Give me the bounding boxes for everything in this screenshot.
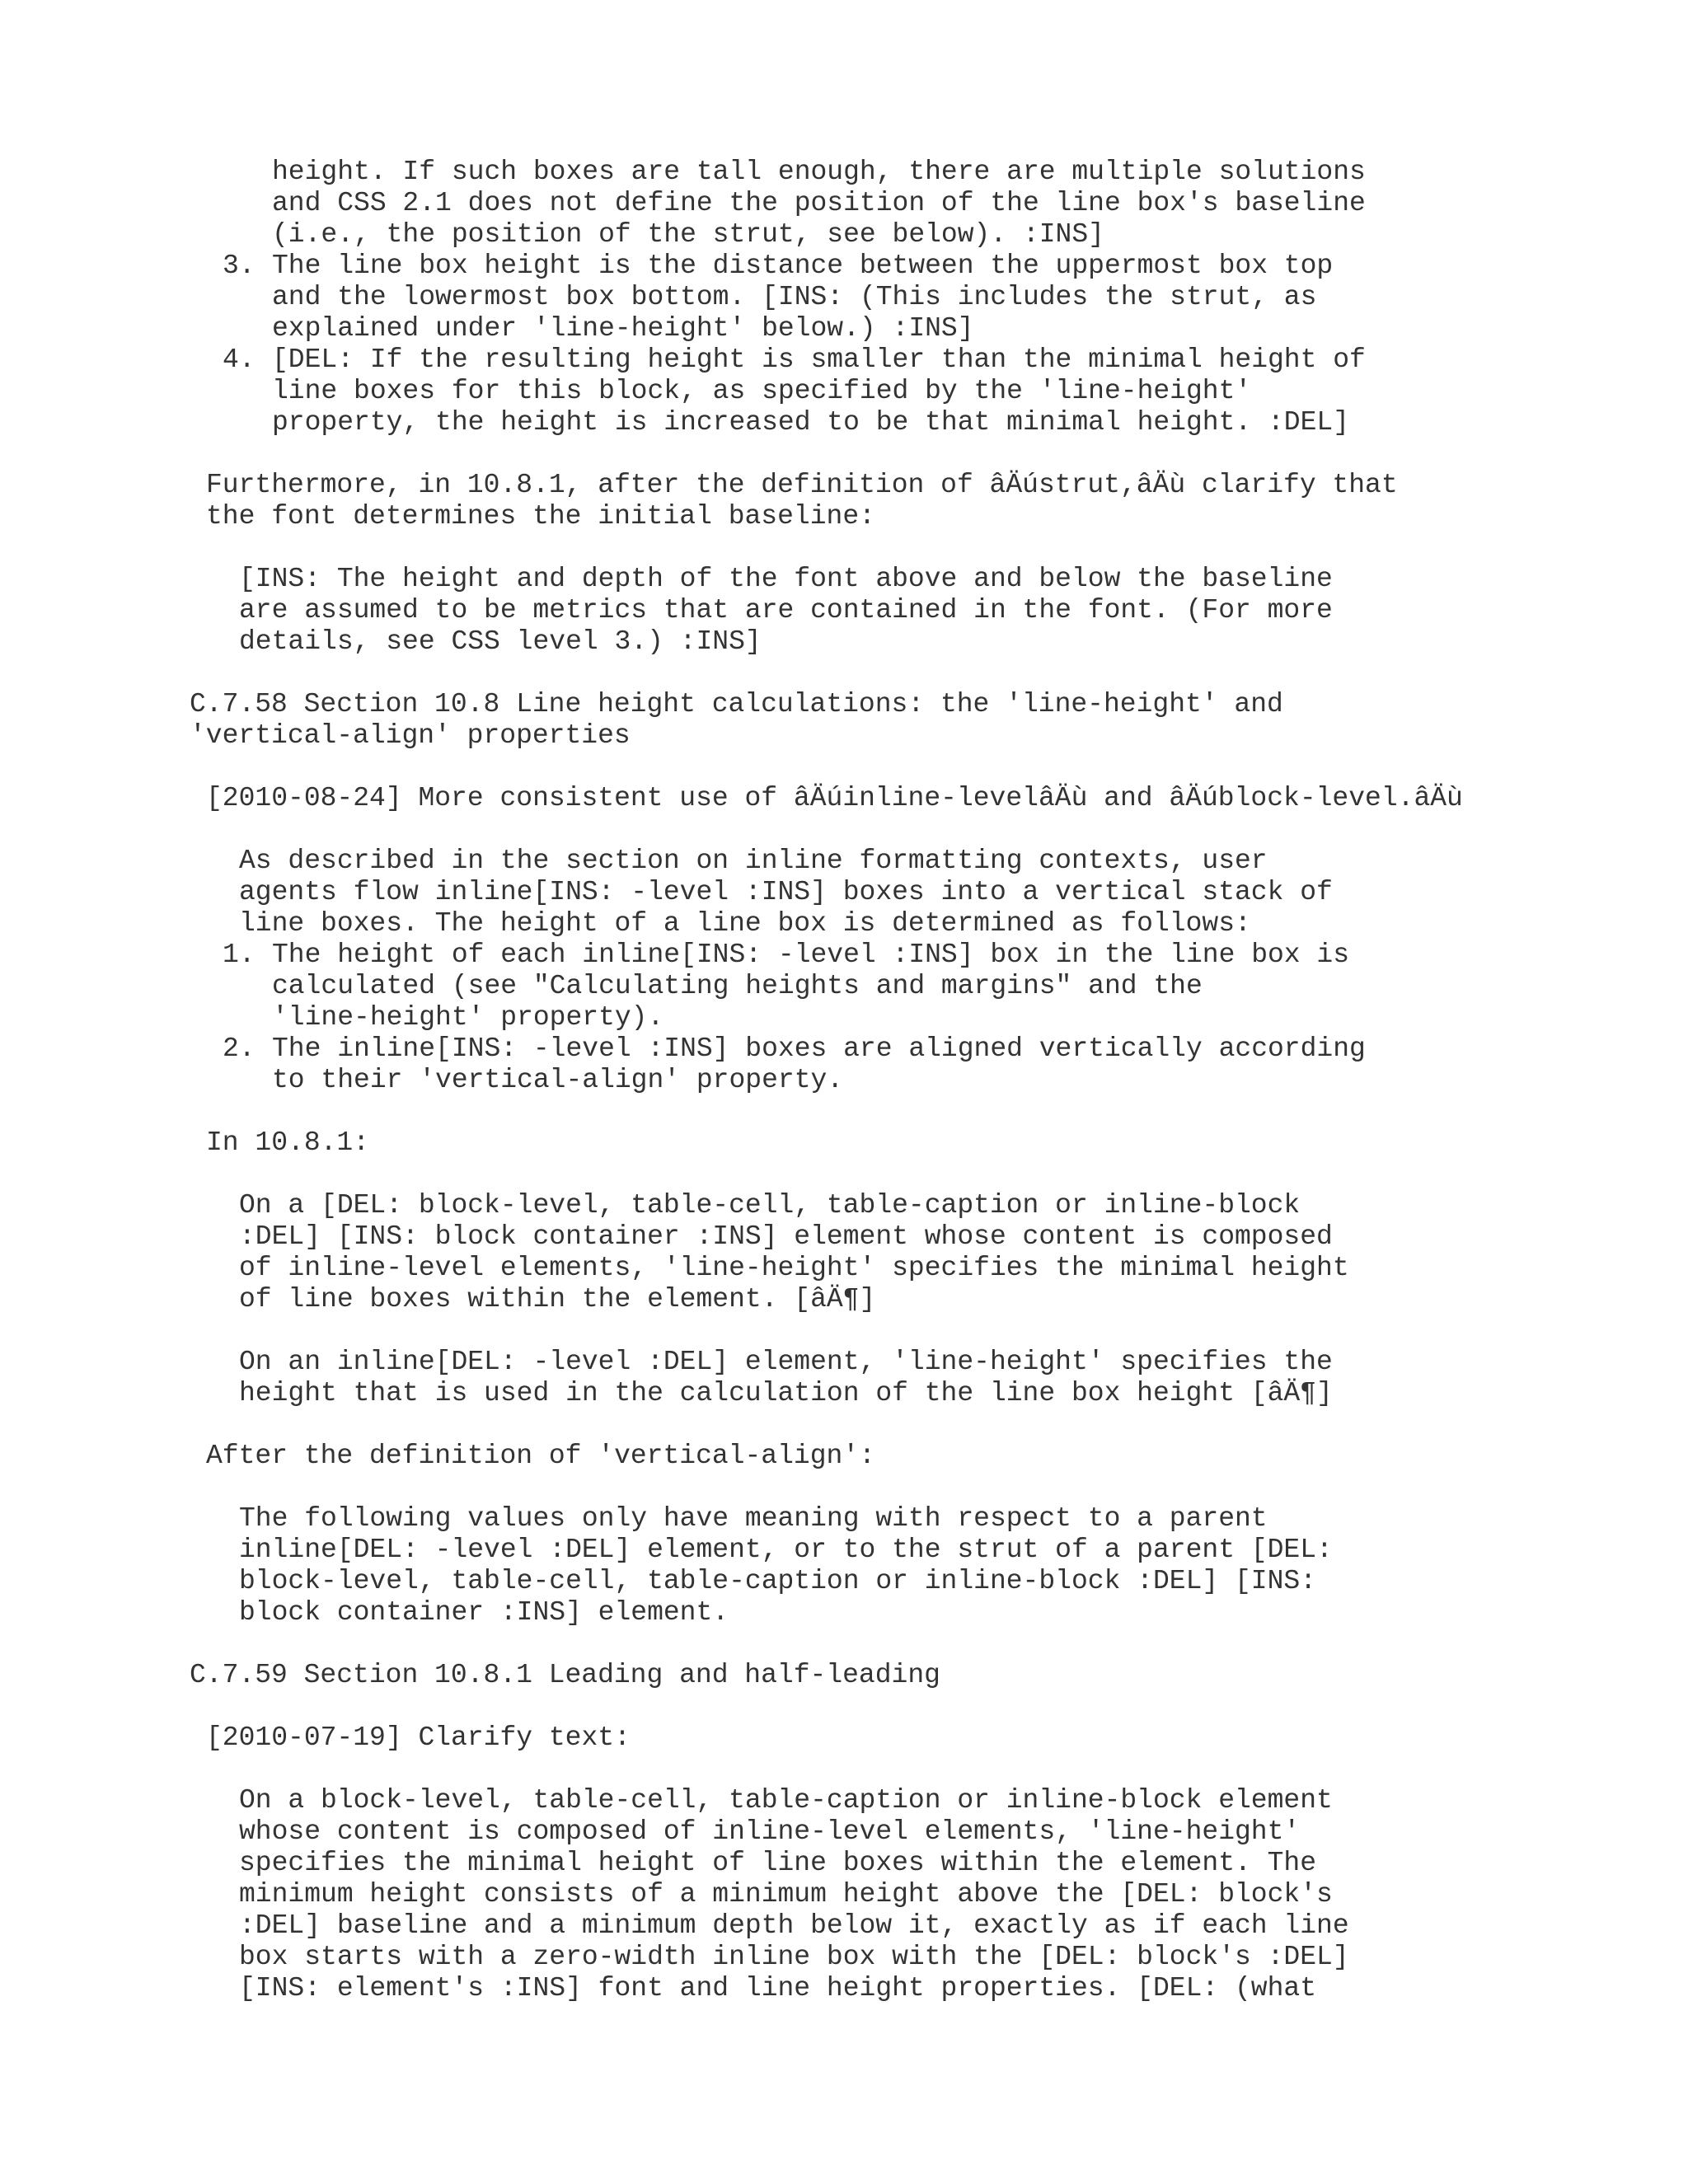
section-58-values-para-line-3: block-level, table-cell, table-caption or inline-block :DEL] [INS:: [239, 1566, 1317, 1596]
section-58-list-2-line-2: to their 'vertical-align' property.: [272, 1065, 844, 1095]
section-58-values-para-line-1: The following values only have meaning with respect to a parent: [239, 1503, 1268, 1534]
font-quote-line-3: details, see CSS level 3.) :INS]: [239, 626, 762, 657]
list-item-4-line-1: [DEL: If the resulting height is smaller than the minimal height of: [272, 344, 1366, 375]
list-item-2-line-2: and CSS 2.1 does not define the position of the line box's baseline: [272, 188, 1366, 218]
section-58-list-1-number: 1.: [223, 940, 256, 970]
list-item-2-line-1: height. If such boxes are tall enough, there are multiple solutions: [272, 157, 1366, 187]
section-58-values-para-line-4: block container :INS] element.: [239, 1597, 729, 1628]
list-item-3-number: 3.: [223, 251, 256, 281]
section-59-para-line-5: :DEL] baseline and a minimum depth below it, exactly as if each line: [239, 1910, 1349, 1941]
list-item-4-number: 4.: [223, 344, 256, 375]
section-58-in-label: In 10.8.1:: [206, 1127, 370, 1158]
section-58-heading-line-1: C.7.58 Section 10.8 Line height calculations: the 'line-height' and: [190, 689, 1283, 719]
section-58-change-note: [2010-08-24] More consistent use of âÄúinline-levelâÄù and âÄúblock-level.âÄù: [206, 783, 1463, 813]
list-item-4-line-3: property, the height is increased to be that minimal height. :DEL]: [272, 407, 1350, 438]
list-item-3-line-3: explained under 'line-height' below.) :INS]: [272, 313, 974, 344]
list-item-3-line-1: The line box height is the distance between the uppermost box top: [272, 251, 1334, 281]
section-58-inline-para-line-1: On an inline[DEL: -level :DEL] element, 'line-height' specifies the: [239, 1347, 1333, 1377]
section-59-heading: C.7.59 Section 10.8.1 Leading and half-leading: [190, 1660, 940, 1690]
section-58-intro-line-3: line boxes. The height of a line box is determined as follows:: [239, 908, 1251, 939]
section-58-values-para-line-2: inline[DEL: -level :DEL] element, or to the strut of a parent [DEL:: [239, 1535, 1333, 1565]
section-59-para-line-3: specifies the minimal height of line boxes within the element. The: [239, 1848, 1317, 1878]
section-59-para-line-2: whose content is composed of inline-level elements, 'line-height': [239, 1816, 1301, 1847]
list-item-2-line-3: (i.e., the position of the strut, see below). :INS]: [272, 219, 1104, 250]
section-58-list-2-number: 2.: [223, 1033, 256, 1064]
list-item-4-line-2: line boxes for this block, as specified by the 'line-height': [272, 376, 1252, 406]
section-59-para-line-7: [INS: element's :INS] font and line height properties. [DEL: (what: [239, 1973, 1317, 2004]
furthermore-line-1: Furthermore, in 10.8.1, after the definition of âÄústrut,âÄù clarify that: [206, 470, 1398, 500]
section-58-intro-line-2: agents flow inline[INS: -level :INS] boxes into a vertical stack of: [239, 877, 1333, 907]
section-58-list-1-line-3: 'line-height' property).: [272, 1002, 664, 1033]
section-58-after-label: After the definition of 'vertical-align':: [206, 1441, 875, 1471]
font-quote-line-1: [INS: The height and depth of the font above and below the baseline: [239, 564, 1333, 594]
section-58-block-para-line-2: :DEL] [INS: block container :INS] element whose content is composed: [239, 1221, 1333, 1252]
section-58-block-para-line-1: On a [DEL: block-level, table-cell, table-caption or inline-block: [239, 1190, 1301, 1221]
section-59-change-note: [2010-07-19] Clarify text:: [206, 1722, 631, 1753]
section-59-para-line-6: box starts with a zero-width inline box with the [DEL: block's :DEL]: [239, 1942, 1349, 1972]
section-58-list-1-line-2: calculated (see "Calculating heights and margins" and the: [272, 971, 1203, 1001]
font-quote-line-2: are assumed to be metrics that are contained in the font. (For more: [239, 595, 1333, 626]
section-58-block-para-line-4: of line boxes within the element. [âÄ¶]: [239, 1284, 876, 1315]
section-59-para-line-4: minimum height consists of a minimum height above the [DEL: block's: [239, 1879, 1333, 1910]
section-58-inline-para-line-2: height that is used in the calculation of the line box height [âÄ¶]: [239, 1378, 1333, 1408]
list-item-3-line-2: and the lowermost box bottom. [INS: (This includes the strut, as: [272, 282, 1317, 312]
section-58-block-para-line-3: of inline-level elements, 'line-height' specifies the minimal height: [239, 1253, 1349, 1283]
section-58-list-2-line-1: The inline[INS: -level :INS] boxes are aligned vertically according: [272, 1033, 1366, 1064]
furthermore-line-2: the font determines the initial baseline:: [206, 501, 875, 532]
section-58-intro-line-1: As described in the section on inline formatting contexts, user: [239, 846, 1268, 876]
section-58-heading-line-2: 'vertical-align' properties: [190, 720, 631, 751]
section-58-list-1-line-1: The height of each inline[INS: -level :INS] box in the line box is: [272, 940, 1350, 970]
section-59-para-line-1: On a block-level, table-cell, table-caption or inline-block element: [239, 1785, 1333, 1816]
